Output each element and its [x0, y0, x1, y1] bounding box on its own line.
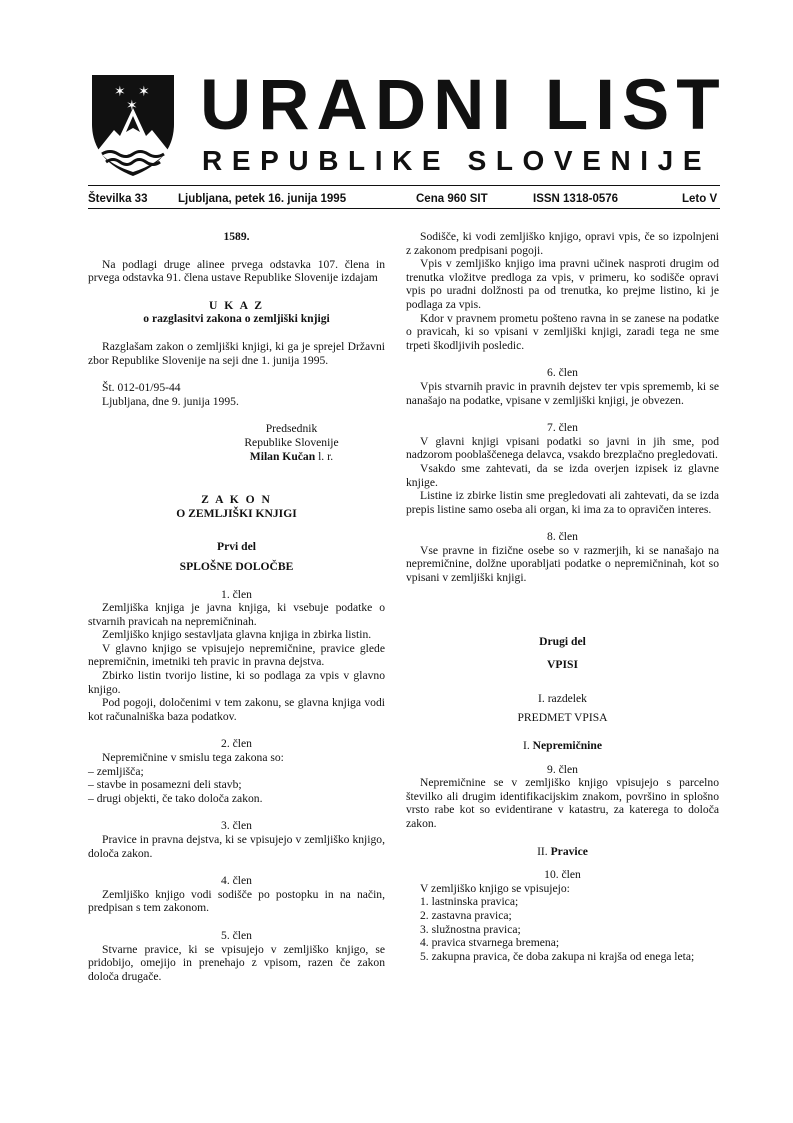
article-5-para-2: Sodišče, ki vodi zemljiško knjigo, opravi vpis, če so izpolnjeni z zakonom predpisani pogoji.: [406, 230, 719, 257]
article-3-para-1: Pravice in pravna dejstva, ki se vpisujejo v zemljiško knjigo, določa zakon.: [88, 833, 385, 860]
article-6-heading: 6. člen: [547, 366, 578, 380]
article-2-item-1: – zemljišča;: [88, 764, 144, 778]
svg-text:✶: ✶: [114, 84, 126, 100]
part-two-heading: Drugi del: [539, 634, 586, 648]
article-9-heading: 9. člen: [547, 762, 578, 776]
reference-number: Št. 012-01/95-44: [102, 381, 181, 395]
signature-title-1: Predsednik: [265, 422, 318, 436]
signature-suffix: l. r.: [315, 449, 334, 463]
part-one-title: SPLOŠNE DOLOČBE: [179, 559, 294, 573]
ukaz-subtitle: o razglasitvi zakona o zemljiški knjigi: [143, 312, 330, 326]
article-2-para-1: Nepremičnine v smislu tega zakona so:: [102, 751, 284, 765]
article-7-para-3: Listine iz zbirke listin sme pregledovati ali zahtevati, da se izda prepis listine samo oseba ali organ, ki ima za to opravičen interes.: [406, 489, 719, 516]
section-1-number: I.: [522, 739, 533, 753]
zakon-heading: Z A K O N: [201, 493, 272, 507]
gazette-subtitle: REPUBLIKE SLOVENIJE: [202, 145, 712, 176]
article-7-para-2: Vsakdo sme zahtevati, da se izda overjen izpisek iz glavne knjige.: [406, 461, 719, 489]
preamble: Na podlagi druge alinee prvega odstavka 107. člena in prvega odstavka 91. člena ustave Republike Slovenije izdajam: [88, 257, 385, 285]
article-5-heading: 5. člen: [221, 928, 252, 942]
signature-line: [88, 450, 385, 464]
article-10-heading: 10. člen: [544, 868, 581, 882]
article-7-para-1: V glavni knjigi vpisani podatki so javni in jih sme, pod nadzorom pooblaščenega delavca, vsakdo brezplačno pregledovati.: [406, 434, 719, 462]
gazette-title: URADNI LIST: [200, 66, 727, 145]
right-column: [406, 230, 719, 963]
article-7-heading: 7. člen: [547, 421, 578, 435]
section-2-number: II.: [537, 844, 551, 858]
section-1-title: Nepremičnine: [532, 739, 602, 753]
article-10-item-3: 3. služnostna pravica;: [420, 922, 521, 936]
article-1-para-4: Zbirko listin tvorijo listine, ki so podlaga za vpis v glavno knjigo.: [88, 669, 385, 696]
signatory-name: Milan Kučan: [249, 449, 316, 463]
zakon-subtitle: O ZEMLJIŠKI KNJIGI: [176, 506, 297, 520]
article-1-para-1: Zemljiška knjiga je javna knjiga, ki vsebuje podatke o stvarnih pravicah na nepremičninah.: [88, 601, 385, 628]
section-1-heading: [406, 739, 719, 753]
issue-year: Leto V: [682, 193, 718, 205]
article-1-para-5: Pod pogoji, določenimi v tem zakonu, se glavna knjiga vodi kot računalniška baza podatkov.: [88, 696, 385, 723]
article-10-item-2: 2. zastavna pravica;: [420, 908, 512, 922]
article-4-heading: 4. člen: [221, 874, 252, 888]
part-one-heading: Prvi del: [217, 540, 256, 554]
section-2-heading: [406, 845, 719, 859]
article-10-item-1: 1. lastninska pravica;: [420, 895, 519, 909]
article-8-heading: 8. člen: [547, 530, 578, 544]
article-2-heading: 2. člen: [221, 737, 252, 751]
article-9-para-1: Nepremičnine se v zemljiško knjigo vpisujejo s parcelno številko ali drugim identifikacijskim znakom, površino in splošno vrsto rabe kot so evidentirane v katastru, za katerega to določa zakon.: [406, 776, 719, 830]
reference-date: Ljubljana, dne 9. junija 1995.: [102, 394, 239, 408]
article-5-para-3: Vpis v zemljiško knjigo ima pravni učinek nasproti drugim od trenutka vložitve predloga za vpis, v primeru, ko sodišče opravi vpis po uradni dolžnosti pa od trenutka, ko prejme listino, ki je podlaga za vpis.: [406, 257, 719, 311]
article-3-heading: 3. člen: [221, 819, 252, 833]
section-2-title: Pravice: [550, 844, 588, 858]
issue-issn: ISSN 1318-0576: [533, 193, 619, 205]
issue-price: Cena 960 SIT: [416, 193, 488, 205]
article-2-item-3: – drugi objekti, če tako določa zakon.: [88, 791, 263, 805]
promulgation-text: Razglašam zakon o zemljiški knjigi, ki ga je sprejel Državni zbor Republike Slovenije na seji dne 1. junija 1995.: [88, 339, 385, 367]
chapter-1-heading: I. razdelek: [538, 691, 587, 705]
svg-text:✶: ✶: [138, 84, 150, 100]
issue-place-date: Ljubljana, petek 16. junija 1995: [178, 193, 347, 205]
article-5-para-1: Stvarne pravice, ki se vpisujejo v zemljiško knjigo, se pridobijo, omejijo in prenehajo z vpisom, razen če zakon določa drugače.: [88, 942, 385, 983]
header-rule-top: [88, 185, 720, 186]
document-number: 1589.: [223, 230, 250, 243]
header-rule-bottom: [88, 208, 720, 209]
ukaz-heading: U K A Z: [209, 298, 264, 312]
chapter-1-title: PREDMET VPISA: [517, 711, 608, 725]
part-two-title: VPISI: [547, 658, 578, 672]
article-8-para-1: Vse pravne in fizične osebe so v razmerjih, ki se nanašajo na nepremičnine, dolžne uporabljati podatke o nepremičninah, kot so vpisani v zemljiški knjigi.: [406, 543, 719, 585]
svg-text:✶: ✶: [126, 98, 138, 114]
article-10-item-4: 4. pravica stvarnega bremena;: [420, 936, 560, 950]
article-1-heading: 1. člen: [221, 587, 252, 601]
article-5-para-4: Kdor v pravnem prometu pošteno ravna in se zanese na podatke o pravicah, ki so vpisani v zemljiški knjigi, zaradi tega ne sme trpeti škodljivih posledic.: [406, 311, 719, 352]
issue-number: Številka 33: [88, 193, 148, 205]
article-1-para-3: V glavno knjigo se vpisujejo nepremičnine, pravice glede nepremičnin, imetniki teh pravic in pravna dejstva.: [88, 641, 385, 669]
left-column: [88, 230, 385, 983]
article-2-item-2: – stavbe in posamezni deli stavb;: [88, 778, 242, 792]
article-10-item-5: 5. zakupna pravica, če doba zakupa ni krajša od enega leta;: [420, 949, 695, 963]
article-4-para-1: Zemljiško knjigo vodi sodišče po postopku in na način, predpisan s tem zakonom.: [88, 887, 385, 915]
slovenian-coat-of-arms-icon: [88, 72, 178, 178]
article-10-para-1: V zemljiško knjigo se vpisujejo:: [420, 881, 570, 895]
signature-title-2: Republike Slovenije: [244, 435, 339, 449]
article-6-para-1: Vpis stvarnih pravic in pravnih dejstev ter vpis sprememb, ki se nanašajo na podatke, vpisane v zemljiški knjigi, je obvezen.: [406, 379, 719, 407]
article-1-para-2: Zemljiško knjigo sestavljata glavna knjiga in zbirka listin.: [102, 628, 372, 642]
